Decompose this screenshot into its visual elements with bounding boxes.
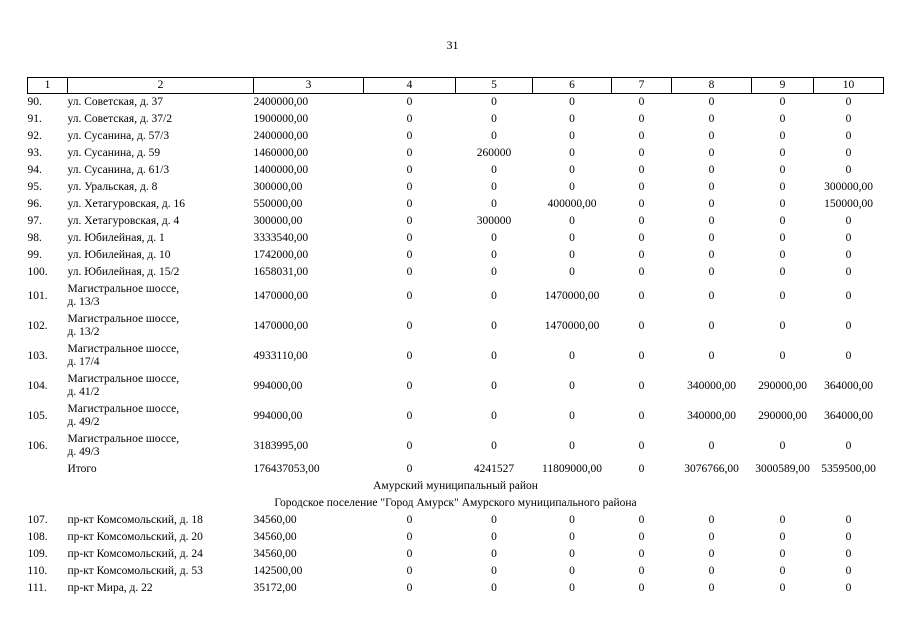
row-address: ул. Уральская, д. 8 bbox=[67, 181, 158, 193]
row-col3: 142500,00 bbox=[253, 565, 303, 577]
table-row bbox=[28, 94, 884, 112]
row-address: ул. Юбилейная, д. 15/2 bbox=[67, 266, 180, 278]
row-col8: 340000,00 bbox=[687, 409, 736, 422]
row-col7: 0 bbox=[638, 514, 645, 526]
row-address-line2: д. 13/2 bbox=[67, 326, 100, 338]
row-col7: 0 bbox=[638, 379, 645, 392]
row-col10: 0 bbox=[845, 319, 852, 332]
section-settlement: Городское поселение "Город Амурск" Амурского муниципального района bbox=[274, 497, 637, 509]
row-col9: 0 bbox=[779, 198, 786, 210]
table-row bbox=[28, 512, 884, 529]
row-col5: 0 bbox=[491, 249, 497, 261]
row-col6: 0 bbox=[569, 215, 575, 227]
header-cell: 4 bbox=[364, 78, 456, 94]
row-col9: 0 bbox=[779, 565, 786, 577]
row-address: ул. Советская, д. 37/2 bbox=[67, 113, 172, 125]
row-address: ул. Советская, д. 37 bbox=[67, 96, 164, 108]
row-col3: 34560,00 bbox=[253, 531, 297, 543]
row-number: 104. bbox=[27, 379, 48, 392]
table-row bbox=[28, 281, 884, 311]
row-col10: 300000,00 bbox=[824, 181, 873, 193]
row-number: 111. bbox=[27, 582, 47, 594]
table-row bbox=[28, 230, 884, 247]
row-col8: 0 bbox=[708, 130, 715, 142]
header-cell: 8 bbox=[672, 78, 752, 94]
row-col9: 0 bbox=[779, 548, 786, 560]
row-col3: 2400000,00 bbox=[253, 130, 309, 142]
row-col6: 0 bbox=[569, 349, 575, 362]
row-col9: 0 bbox=[779, 130, 786, 142]
section-row bbox=[28, 478, 884, 495]
row-col5: 0 bbox=[491, 289, 497, 302]
table-row bbox=[28, 128, 884, 145]
row-col7: 0 bbox=[638, 439, 645, 452]
row-col6: 0 bbox=[569, 96, 575, 108]
row-col8: 0 bbox=[708, 349, 715, 362]
header-cell: 1 bbox=[28, 78, 68, 94]
row-col9: 0 bbox=[779, 96, 786, 108]
table-row bbox=[28, 145, 884, 162]
row-col3: 35172,00 bbox=[253, 582, 297, 594]
row-col7: 0 bbox=[638, 409, 645, 422]
row-col5: 0 bbox=[491, 379, 497, 392]
row-col10: 0 bbox=[845, 164, 852, 176]
row-col10: 0 bbox=[845, 349, 852, 362]
row-col7: 0 bbox=[638, 349, 645, 362]
total-col9: 3000589,00 bbox=[755, 463, 810, 475]
row-col7: 0 bbox=[638, 232, 645, 244]
row-col8: 0 bbox=[708, 147, 715, 159]
table-row bbox=[28, 580, 884, 597]
row-col3: 1658031,00 bbox=[253, 266, 309, 278]
row-col7: 0 bbox=[638, 113, 645, 125]
row-col4: 0 bbox=[406, 181, 413, 193]
row-col6: 0 bbox=[569, 113, 575, 125]
row-col7: 0 bbox=[638, 215, 645, 227]
row-address: пр-кт Комсомольский, д. 20 bbox=[67, 531, 203, 543]
row-col6: 1470000,00 bbox=[544, 289, 600, 302]
row-number: 108. bbox=[27, 531, 48, 543]
row-address: ул. Юбилейная, д. 1 bbox=[67, 232, 165, 244]
row-col3: 994000,00 bbox=[253, 379, 303, 392]
row-col6: 0 bbox=[569, 266, 575, 278]
row-col3: 300000,00 bbox=[253, 181, 303, 193]
row-col10: 0 bbox=[845, 249, 852, 261]
row-col5: 0 bbox=[491, 198, 497, 210]
row-col4: 0 bbox=[406, 96, 413, 108]
row-address-line1: Магистральное шоссе, bbox=[67, 373, 180, 385]
row-col4: 0 bbox=[406, 349, 413, 362]
row-col5: 0 bbox=[491, 582, 497, 594]
row-col5: 0 bbox=[491, 319, 497, 332]
table-row bbox=[28, 196, 884, 213]
row-address-line2: д. 49/3 bbox=[67, 446, 100, 458]
row-col4: 0 bbox=[406, 232, 413, 244]
row-col7: 0 bbox=[638, 249, 645, 261]
row-col5: 0 bbox=[491, 181, 497, 193]
row-col10: 0 bbox=[845, 548, 852, 560]
row-col9: 0 bbox=[779, 181, 786, 193]
row-col7: 0 bbox=[638, 96, 645, 108]
row-col4: 0 bbox=[406, 319, 413, 332]
row-col4: 0 bbox=[406, 249, 413, 261]
row-col3: 1400000,00 bbox=[253, 164, 309, 176]
row-col4: 0 bbox=[406, 409, 413, 422]
row-col4: 0 bbox=[406, 266, 413, 278]
table-row bbox=[28, 341, 884, 371]
row-col8: 0 bbox=[708, 96, 715, 108]
row-col8: 340000,00 bbox=[687, 379, 736, 392]
row-address: пр-кт Комсомольский, д. 18 bbox=[67, 514, 203, 526]
row-col9: 0 bbox=[779, 349, 786, 362]
row-col6: 0 bbox=[569, 130, 575, 142]
row-address bbox=[68, 371, 254, 401]
header-cell: 2 bbox=[68, 78, 254, 94]
row-number: 97. bbox=[27, 215, 42, 227]
row-address-line1: Магистральное шоссе, bbox=[67, 313, 180, 325]
row-col6: 1470000,00 bbox=[544, 319, 600, 332]
row-col3: 550000,00 bbox=[253, 198, 303, 210]
row-col10: 0 bbox=[845, 215, 852, 227]
header-row bbox=[28, 78, 884, 94]
row-col9: 0 bbox=[779, 319, 786, 332]
table-row bbox=[28, 213, 884, 230]
row-col7: 0 bbox=[638, 181, 645, 193]
row-col8: 0 bbox=[708, 113, 715, 125]
row-col6: 0 bbox=[569, 409, 575, 422]
row-number: 98. bbox=[27, 232, 42, 244]
row-col4: 0 bbox=[406, 130, 413, 142]
row-col8: 0 bbox=[708, 181, 715, 193]
row-col7: 0 bbox=[638, 565, 645, 577]
row-col5: 0 bbox=[491, 96, 497, 108]
row-col6: 0 bbox=[569, 565, 575, 577]
row-number: 94. bbox=[27, 164, 42, 176]
row-address: пр-кт Комсомольский, д. 53 bbox=[67, 565, 203, 577]
row-col6: 0 bbox=[569, 582, 575, 594]
row-col4: 0 bbox=[406, 147, 413, 159]
row-address bbox=[68, 281, 254, 311]
table-row bbox=[28, 247, 884, 264]
row-address-line2: д. 17/4 bbox=[67, 356, 100, 368]
row-col9: 0 bbox=[779, 531, 786, 543]
row-number: 95. bbox=[27, 181, 42, 193]
row-col7: 0 bbox=[638, 266, 645, 278]
table-row bbox=[28, 179, 884, 196]
row-col7: 0 bbox=[638, 319, 645, 332]
row-col10: 0 bbox=[845, 439, 852, 452]
total-label: Итого bbox=[67, 463, 97, 475]
row-col9: 0 bbox=[779, 164, 786, 176]
row-col8: 0 bbox=[708, 215, 715, 227]
data-table bbox=[27, 77, 884, 597]
header-cell: 9 bbox=[752, 78, 814, 94]
row-col5: 0 bbox=[491, 514, 497, 526]
total-row bbox=[28, 461, 884, 478]
row-number: 93. bbox=[27, 147, 42, 159]
total-col10: 5359500,00 bbox=[821, 463, 876, 475]
row-col5: 0 bbox=[491, 130, 497, 142]
row-col10: 0 bbox=[845, 232, 852, 244]
row-number: 99. bbox=[27, 249, 42, 261]
row-col7: 0 bbox=[638, 147, 645, 159]
row-col10: 0 bbox=[845, 531, 852, 543]
row-col8: 0 bbox=[708, 266, 715, 278]
row-col3: 34560,00 bbox=[253, 548, 297, 560]
row-address bbox=[68, 341, 254, 371]
row-col9: 290000,00 bbox=[758, 379, 807, 392]
row-col4: 0 bbox=[406, 113, 413, 125]
row-col10: 0 bbox=[845, 130, 852, 142]
row-address-line2: д. 49/2 bbox=[67, 416, 100, 428]
row-col7: 0 bbox=[638, 582, 645, 594]
row-col8: 0 bbox=[708, 439, 715, 452]
row-col5: 0 bbox=[491, 531, 497, 543]
row-col10: 0 bbox=[845, 514, 852, 526]
row-col3: 1470000,00 bbox=[253, 289, 309, 302]
section-row bbox=[28, 495, 884, 512]
row-address-line2: д. 13/3 bbox=[67, 296, 100, 308]
row-col9: 0 bbox=[779, 582, 786, 594]
row-col9: 0 bbox=[779, 147, 786, 159]
row-col8: 0 bbox=[708, 249, 715, 261]
row-col4: 0 bbox=[406, 215, 413, 227]
row-col5: 0 bbox=[491, 349, 497, 362]
row-address: ул. Сусанина, д. 61/3 bbox=[67, 164, 170, 176]
row-col8: 0 bbox=[708, 531, 715, 543]
row-address bbox=[68, 431, 254, 461]
row-address-line1: Магистральное шоссе, bbox=[67, 343, 180, 355]
row-col3: 994000,00 bbox=[253, 409, 303, 422]
row-col10: 0 bbox=[845, 289, 852, 302]
row-col3: 3183995,00 bbox=[253, 439, 309, 452]
row-col4: 0 bbox=[406, 548, 413, 560]
row-col9: 0 bbox=[779, 439, 786, 452]
row-col4: 0 bbox=[406, 582, 413, 594]
row-address: ул. Юбилейная, д. 10 bbox=[67, 249, 171, 261]
row-col3: 300000,00 bbox=[253, 215, 303, 227]
table-row bbox=[28, 264, 884, 281]
row-col5: 0 bbox=[491, 266, 497, 278]
header-cell: 5 bbox=[456, 78, 533, 94]
total-col8: 3076766,00 bbox=[684, 463, 739, 475]
table-row bbox=[28, 546, 884, 563]
row-col10: 0 bbox=[845, 113, 852, 125]
header-cell: 10 bbox=[814, 78, 884, 94]
row-col8: 0 bbox=[708, 565, 715, 577]
row-number: 92. bbox=[27, 130, 42, 142]
page-number: 31 bbox=[446, 38, 459, 52]
row-col3: 1900000,00 bbox=[253, 113, 309, 125]
row-col10: 364000,00 bbox=[824, 379, 873, 392]
row-col3: 1742000,00 bbox=[253, 249, 309, 261]
table-row bbox=[28, 311, 884, 341]
row-col9: 0 bbox=[779, 232, 786, 244]
row-col9: 0 bbox=[779, 266, 786, 278]
row-number: 100. bbox=[27, 266, 48, 278]
row-number: 101. bbox=[27, 289, 48, 302]
row-address: пр-кт Комсомольский, д. 24 bbox=[67, 548, 203, 560]
row-col6: 0 bbox=[569, 232, 575, 244]
row-col10: 0 bbox=[845, 565, 852, 577]
row-col9: 290000,00 bbox=[758, 409, 807, 422]
row-col8: 0 bbox=[708, 164, 715, 176]
row-col3: 3333540,00 bbox=[253, 232, 309, 244]
row-number: 102. bbox=[27, 319, 48, 332]
row-col10: 0 bbox=[845, 96, 852, 108]
row-col6: 0 bbox=[569, 147, 575, 159]
row-col6: 0 bbox=[569, 249, 575, 261]
row-col6: 0 bbox=[569, 548, 575, 560]
total-empty bbox=[28, 461, 68, 478]
row-col3: 1460000,00 bbox=[253, 147, 309, 159]
row-address-line1: Магистральное шоссе, bbox=[67, 403, 180, 415]
table-row bbox=[28, 371, 884, 401]
table-row bbox=[28, 563, 884, 580]
section-district: Амурский муниципальный район bbox=[373, 480, 538, 492]
row-number: 96. bbox=[27, 198, 42, 210]
row-col3: 4933110,00 bbox=[253, 349, 308, 362]
row-col5: 0 bbox=[491, 439, 497, 452]
row-col9: 0 bbox=[779, 514, 786, 526]
row-col5: 0 bbox=[491, 565, 497, 577]
row-col6: 0 bbox=[569, 439, 575, 452]
total-col4: 0 bbox=[406, 463, 413, 475]
row-col8: 0 bbox=[708, 198, 715, 210]
row-col3: 34560,00 bbox=[253, 514, 297, 526]
row-col4: 0 bbox=[406, 289, 413, 302]
row-col10: 150000,00 bbox=[824, 198, 873, 210]
total-col6: 11809000,00 bbox=[542, 463, 602, 475]
row-col5: 0 bbox=[491, 409, 497, 422]
row-col7: 0 bbox=[638, 531, 645, 543]
row-col4: 0 bbox=[406, 379, 413, 392]
row-col4: 0 bbox=[406, 565, 413, 577]
row-col6: 0 bbox=[569, 379, 575, 392]
table-row bbox=[28, 401, 884, 431]
total-col7: 0 bbox=[638, 463, 645, 475]
row-address-line1: Магистральное шоссе, bbox=[67, 433, 180, 445]
total-col5: 4241527 bbox=[473, 463, 515, 475]
row-col10: 0 bbox=[845, 582, 852, 594]
row-col10: 0 bbox=[845, 147, 852, 159]
row-col6: 0 bbox=[569, 514, 575, 526]
row-col8: 0 bbox=[708, 289, 715, 302]
row-col4: 0 bbox=[406, 439, 413, 452]
row-address bbox=[68, 401, 254, 431]
row-address: ул. Сусанина, д. 59 bbox=[67, 147, 161, 159]
row-col6: 0 bbox=[569, 531, 575, 543]
row-col7: 0 bbox=[638, 548, 645, 560]
row-col6: 0 bbox=[569, 164, 575, 176]
row-col8: 0 bbox=[708, 548, 715, 560]
row-number: 107. bbox=[27, 514, 48, 526]
header-cell: 3 bbox=[254, 78, 364, 94]
row-col4: 0 bbox=[406, 198, 413, 210]
row-col5: 0 bbox=[491, 232, 497, 244]
row-col9: 0 bbox=[779, 113, 786, 125]
row-col5: 0 bbox=[491, 164, 497, 176]
row-col5: 0 bbox=[491, 113, 497, 125]
row-col4: 0 bbox=[406, 531, 413, 543]
row-number: 110. bbox=[27, 565, 48, 577]
row-address: ул. Хетагуровская, д. 16 bbox=[67, 198, 186, 210]
row-col7: 0 bbox=[638, 198, 645, 210]
row-col6: 0 bbox=[569, 181, 575, 193]
row-col8: 0 bbox=[708, 582, 715, 594]
row-address bbox=[68, 311, 254, 341]
row-address-line1: Магистральное шоссе, bbox=[67, 283, 180, 295]
row-col9: 0 bbox=[779, 289, 786, 302]
row-col7: 0 bbox=[638, 289, 645, 302]
row-col7: 0 bbox=[638, 164, 645, 176]
header-cell: 7 bbox=[612, 78, 672, 94]
row-col8: 0 bbox=[708, 514, 715, 526]
row-address: ул. Сусанина, д. 57/3 bbox=[67, 130, 170, 142]
row-col8: 0 bbox=[708, 319, 715, 332]
row-col6: 400000,00 bbox=[547, 198, 597, 210]
header-cell: 6 bbox=[533, 78, 612, 94]
row-col7: 0 bbox=[638, 130, 645, 142]
row-col4: 0 bbox=[406, 514, 413, 526]
row-number: 106. bbox=[27, 439, 48, 452]
row-col5: 300000 bbox=[476, 215, 512, 227]
row-col3: 1470000,00 bbox=[253, 319, 309, 332]
row-col9: 0 bbox=[779, 215, 786, 227]
row-number: 109. bbox=[27, 548, 48, 560]
row-address-line2: д. 41/2 bbox=[67, 386, 100, 398]
table-row bbox=[28, 111, 884, 128]
row-col8: 0 bbox=[708, 232, 715, 244]
row-col5: 260000 bbox=[476, 147, 512, 159]
row-number: 105. bbox=[27, 409, 48, 422]
row-address: ул. Хетагуровская, д. 4 bbox=[67, 215, 180, 227]
row-col10: 0 bbox=[845, 266, 852, 278]
row-col4: 0 bbox=[406, 164, 413, 176]
table-row bbox=[28, 529, 884, 546]
row-col5: 0 bbox=[491, 548, 497, 560]
row-address: пр-кт Мира, д. 22 bbox=[67, 582, 153, 594]
row-number: 90. bbox=[27, 96, 42, 108]
row-col9: 0 bbox=[779, 249, 786, 261]
row-col10: 364000,00 bbox=[824, 409, 873, 422]
total-col3: 176437053,00 bbox=[253, 463, 320, 475]
row-col3: 2400000,00 bbox=[253, 96, 309, 108]
table-row bbox=[28, 162, 884, 179]
row-number: 91. bbox=[27, 113, 42, 125]
row-number: 103. bbox=[27, 349, 48, 362]
table-row bbox=[28, 431, 884, 461]
